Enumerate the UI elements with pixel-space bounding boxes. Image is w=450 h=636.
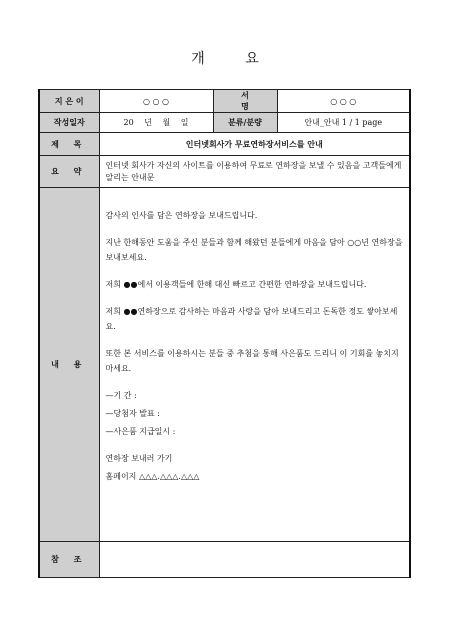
content-body	[99, 188, 410, 542]
signature-label: 서 명	[213, 90, 277, 113]
gift-date: —사은품 지급일시 :	[105, 427, 176, 436]
homepage-text: 홈페이지 △△△.△△△.△△△	[105, 472, 200, 481]
event-period: —기 간 :	[105, 391, 137, 400]
content-paragraph: 또한 본 서비스를 이용하시는 분들 중 추첨을 통해 사은품도 드리니 이 기회를 놓치지 마세요.	[105, 349, 399, 373]
send-card-text: 연하장 보내러 가기	[105, 454, 173, 463]
content-paragraph: 감사의 인사를 담은 연하장을 보내드립니다.	[105, 211, 258, 220]
date-label: 작성일자	[39, 113, 99, 133]
content-label: 내 용	[39, 188, 99, 542]
category-label: 분류/분량	[213, 113, 277, 133]
document-table	[38, 89, 411, 578]
content-paragraph: 지난 한해동안 도움을 주신 분들과 함께 해왔던 분들에게 마음을 담아 ○○년 연하장을 보내보세요.	[105, 238, 403, 262]
author-value: ○ ○ ○	[99, 90, 213, 113]
content-paragraph: 저희 ●●연하장으로 감사하는 마음과 사랑을 담아 보내드리고 돈독한 정도 쌓아보세요.	[105, 307, 398, 331]
category-value: 안내_안내 1 / 1 page	[277, 113, 410, 133]
reference-label: 참 조	[39, 542, 99, 578]
date-value: 20 년 월 일	[99, 113, 213, 133]
summary-value: 인터넷 회사가 자신의 사이트를 이용하여 무료로 연하장을 보낼 수 있음을 고객들에게 알리는 안내문	[99, 156, 410, 188]
winner-announcement: —당첨자 발표 :	[105, 409, 160, 418]
reference-value	[99, 542, 410, 578]
author-label: 지 은 이	[39, 90, 99, 113]
subject-value: 인터넷회사가 무료연하장서비스를 안내	[99, 133, 410, 156]
page-title: 개 요	[191, 51, 277, 67]
signature-value: ○ ○ ○	[277, 90, 410, 113]
subject-label: 제 목	[39, 133, 99, 156]
summary-label: 요 약	[39, 156, 99, 188]
content-paragraph: 저희 ●●에서 이용객들에 한해 대신 빠르고 간편한 연하장을 보내드립니다.	[105, 280, 367, 289]
